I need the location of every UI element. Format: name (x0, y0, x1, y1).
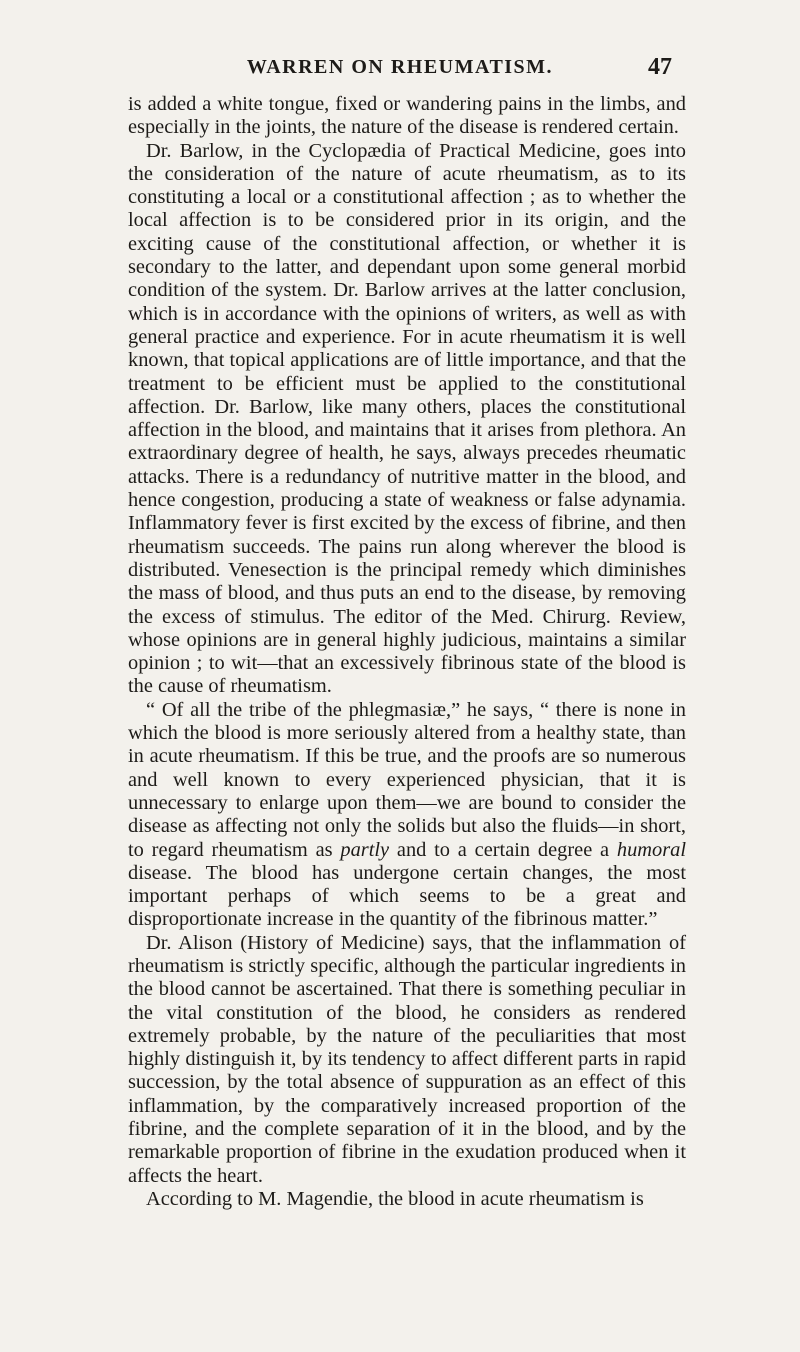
running-title: WARREN ON RHEUMATISM. (246, 56, 554, 78)
paragraph: According to M. Magendie, the blood in acute rheumatism is (146, 1187, 644, 1210)
italic-word: partly (340, 838, 390, 861)
body-text (128, 93, 686, 1211)
italic-word: humoral (616, 838, 687, 861)
paragraph: Dr. Alison (History of Medicine) says, that the inflammation of rheumatism is strictly specific, although the particular ingredients in the blood cannot be ascertained. That there is something peculiar in the vital constitution of the blood, he considers as rendered extremely probable, by the nature of the peculiarities that most highly distinguish it, by its tendency to affect different parts in rapid succession, by the total absence of suppuration as an effect of this inflammation, by the comparatively increased proportion of the fibrine, and the complete separation of it in the blood, and by the remarkable proportion of fibrine in the exudation produced when it affects the heart. (128, 931, 686, 1187)
paragraph-quote (128, 699, 686, 932)
paragraph: Dr. Barlow, in the Cyclopædia of Practical Medicine, goes into the consideration of the nature of acute rheumatism, as to its constituting a local or a constitutional affection ; as to whether the local affection is to be considered prior in its origin, and the exciting cause of the constitutional affection, or whether it is secondary to the latter, and dependant upon some general morbid condition of the system. Dr. Barlow arrives at the latter conclusion, which is in accordance with the opinions of writers, as well as with general practice and experience. For in acute rheumatism it is well known, that topical applications are of little importance, and that the treatment to be efficient must be applied to the constitutional affection. Dr. Barlow, like many others, places the constitutional affection in the blood, and maintains that it arises from plethora. An extraordinary degree of health, he says, always precedes rheumatic attacks. There is a redundancy of nutritive matter in the blood, and hence congestion, producing a state of weakness or false adynamia. Inflammatory fever is first excited by the excess of fibrine, and then rheumatism succeeds. The pains run along wherever the blood is distributed. Venesection is the principal remedy which diminishes the mass of blood, and thus puts an end to the disease, by removing the excess of stimulus. The editor of the Med. Chirurg. Review, whose opinions are in general highly judicious, maintains a similar opinion ; to wit—that an excessively fibrinous state of the blood is the cause of rheumatism. (128, 139, 686, 698)
text-run: and to a certain degree a (389, 838, 617, 861)
paragraph: is added a white tongue, fixed or wandering pains in the limbs, and especially in the joints, the nature of the disease is rendered certain. (128, 93, 686, 139)
text-run: “ Of all the tribe of the phlegmasiæ,” he says, “ there is none in which the blood is more seriously altered from a healthy state, than in acute rheumatism. If this be true, and the proofs are so numerous and well known to every experienced physician, that it is unnecessary to enlarge upon them—we are bound to consider the disease as affecting not only the solids but also the fluids—in short, to regard rheumatism as (128, 698, 686, 861)
page-number: 47 (648, 54, 672, 80)
text-run: disease. The blood has undergone certain changes, the most important perhaps of which seems to be a great and disproportionate increase in the quantity of the fibrinous matter.” (128, 861, 686, 931)
page-header (128, 56, 672, 86)
